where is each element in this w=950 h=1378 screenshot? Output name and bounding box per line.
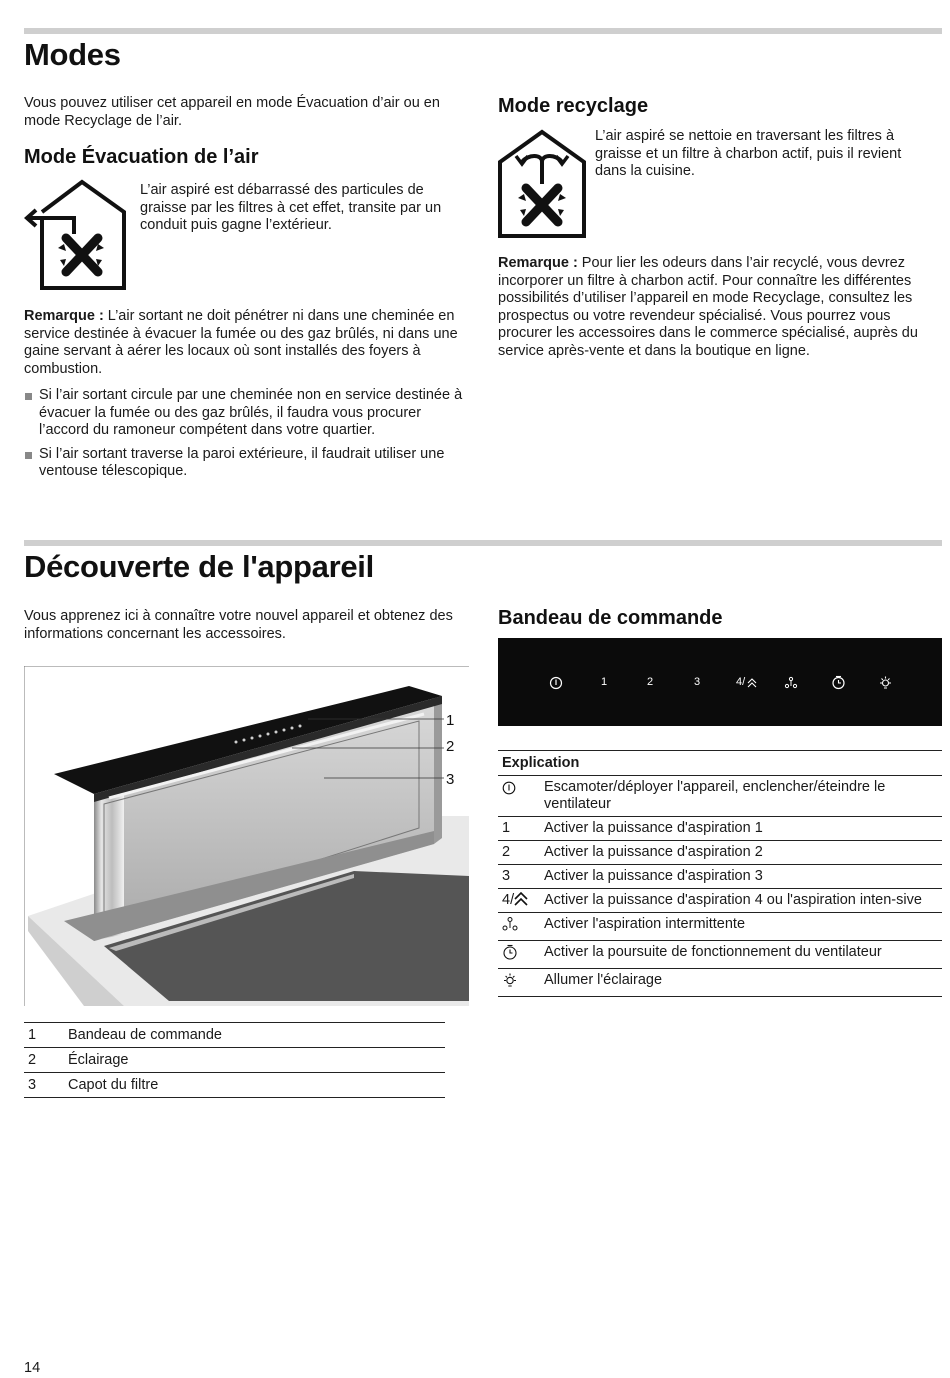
interval-icon <box>784 676 798 690</box>
timer-icon <box>831 675 846 690</box>
section-rule <box>24 28 942 34</box>
recyclage-title: Mode recyclage <box>498 95 649 117</box>
table-row <box>498 865 942 889</box>
table-row <box>498 889 942 913</box>
panel-level-3: 3 <box>694 676 701 688</box>
table-row <box>24 1073 445 1098</box>
part-number: 2 <box>24 1048 68 1073</box>
table-header-row <box>498 751 942 776</box>
timer-icon <box>502 944 518 960</box>
page-number: 14 <box>24 1360 41 1376</box>
explication-text: Activer la puissance d'aspiration 1 <box>544 817 942 841</box>
note-label: Remarque : <box>24 308 104 324</box>
explication-text: Activer la puissance d'aspiration 4 ou l'aspiration inten-sive <box>544 889 942 913</box>
part-number: 3 <box>24 1073 68 1098</box>
explication-key: 2 <box>498 841 544 865</box>
table-row <box>498 841 942 865</box>
explication-key: 3 <box>498 865 544 889</box>
note-label: Remarque : <box>498 255 578 271</box>
table-row <box>498 817 942 841</box>
explication-header: Explication <box>498 751 942 776</box>
part-label: Bandeau de commande <box>68 1023 445 1048</box>
panel-level-1: 1 <box>601 676 608 688</box>
note-text: Pour lier les odeurs dans l’air recyclé, vous devrez incorporer un filtre à charbon actif. Pour connaître les différentes possibilités d’utiliser l’appareil en mode Recyclage, consultez les prospectus ou votre revendeur spécialisé. Vous pourrez vous procurer les accessoires dans le commerce spécialisé, auprès du service après-vente et dans la boutique en ligne. <box>498 255 918 359</box>
explication-key: 4/ <box>502 892 515 908</box>
intensive-icon <box>747 677 757 689</box>
bandeau-title: Bandeau de commande <box>498 607 723 629</box>
explication-text: Activer la puissance d'aspiration 2 <box>544 841 942 865</box>
explication-text: Activer la poursuite de fonctionnement du ventilateur <box>544 941 942 969</box>
control-panel-image <box>498 638 942 726</box>
evacuation-description: L’air aspiré est débarrassé des particules de graisse par les filtres à cet effet, transite par un conduit puis gagne l’extérieur. <box>140 182 442 233</box>
panel-level-4: 4/ <box>736 676 746 688</box>
downdraft-hood-illustration <box>24 666 469 1006</box>
note-text: L’air sortant ne doit pénétrer ni dans une cheminée en service destinée à évacuer la fumée ou des gaz brûlés, ni dans une gaine servant à aérer les locaux où sont installés des foyers à combustion. <box>24 308 458 377</box>
modes-intro: Vous pouvez utiliser cet appareil en mode Évacuation d’air ou en mode Recyclage de l’air. <box>24 95 440 129</box>
light-icon <box>502 972 518 988</box>
panel-level-2: 2 <box>647 676 654 688</box>
list-item: Si l’air sortant traverse la paroi extérieure, il faudrait utiliser une ventouse télescopique. <box>24 446 469 481</box>
recyclage-note <box>498 255 943 360</box>
explication-text: Activer l'aspiration intermittente <box>544 913 942 941</box>
section-rule <box>24 540 942 546</box>
table-row <box>24 1048 445 1073</box>
recyclage-description: L’air aspiré se nettoie en traversant les filtres à graisse et un filtre à charbon actif, puis il revient dans la cuisine. <box>595 128 902 179</box>
exhaust-mode-icon <box>24 178 128 292</box>
power-icon <box>502 781 516 795</box>
table-row <box>498 969 942 997</box>
table-row <box>24 1023 445 1048</box>
table-row <box>498 913 942 941</box>
part-label: Capot du filtre <box>68 1073 445 1098</box>
explication-text: Activer la puissance d'aspiration 3 <box>544 865 942 889</box>
table-row <box>498 941 942 969</box>
interval-icon <box>502 916 518 932</box>
explication-key: 1 <box>498 817 544 841</box>
callout-3: 3 <box>446 771 455 788</box>
evacuation-note <box>24 308 469 378</box>
callout-2: 2 <box>446 738 455 755</box>
decouverte-title: Découverte de l'appareil <box>24 549 374 584</box>
evacuation-bullets <box>24 387 469 487</box>
table-row <box>498 776 942 817</box>
part-label: Éclairage <box>68 1048 445 1073</box>
light-icon <box>878 675 893 690</box>
intensive-icon <box>514 892 528 906</box>
power-icon <box>549 676 563 690</box>
explication-text: Allumer l'éclairage <box>544 969 942 997</box>
list-item: Si l’air sortant circule par une cheminée non en service destinée à évacuer la fumée ou des gaz brûlés, il faudra vous procurer l’accord du ramoneur compétent dans votre quartier. <box>24 387 469 440</box>
recirculation-mode-icon <box>498 128 586 238</box>
callout-1: 1 <box>446 712 455 729</box>
modes-title: Modes <box>24 37 121 72</box>
part-number: 1 <box>24 1023 68 1048</box>
explication-table <box>498 750 942 997</box>
decouverte-intro: Vous apprenez ici à connaître votre nouvel appareil et obtenez des informations concernant les accessoires. <box>24 608 453 642</box>
parts-table <box>24 1022 445 1098</box>
explication-text: Escamoter/déployer l'appareil, enclencher/éteindre le ventilateur <box>544 776 942 817</box>
evacuation-title: Mode Évacuation de l’air <box>24 146 259 168</box>
